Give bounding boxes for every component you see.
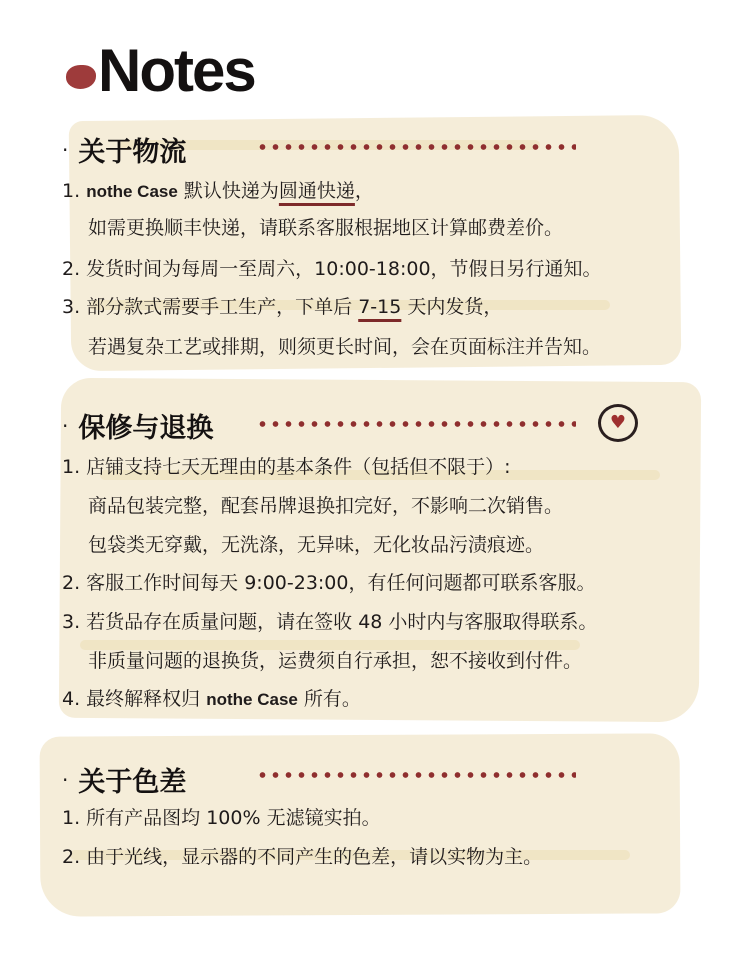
color-item-1: 1. 所有产品图均 100% 无滤镜实拍。 bbox=[62, 807, 381, 829]
logistics-item-2: 2. 发货时间为每周一至周六，10:00-18:00，节假日另行通知。 bbox=[62, 258, 602, 280]
brand-name: nothe Case bbox=[206, 690, 298, 709]
bullet-icon: · bbox=[62, 413, 69, 438]
warranty-item-1: 1. 店铺支持七天无理由的基本条件（包括但不限于）: bbox=[62, 456, 511, 478]
section-heading-color bbox=[62, 760, 186, 799]
brand-name: nothe Case bbox=[86, 182, 178, 201]
logistics-item-1-cont: 如需更换顺丰快递，请联系客服根据地区计算邮费差价。 bbox=[88, 217, 564, 239]
section-heading-logistics bbox=[62, 130, 186, 169]
logistics-item-1: 1. nothe Case 默认快递为圆通快递， bbox=[62, 180, 374, 202]
logistics-item-3: 3. 部分款式需要手工生产，下单后 7-15 天内发货， bbox=[62, 296, 503, 318]
heading-logistics: 关于物流 bbox=[78, 137, 187, 168]
logistics-item-3-cont: 若遇复杂工艺或排期，则须更长时间，会在页面标注并告知。 bbox=[88, 336, 602, 358]
dotted-divider bbox=[256, 772, 576, 778]
courier-highlight: 圆通快递 bbox=[278, 180, 355, 202]
dotted-divider bbox=[256, 144, 576, 150]
dotted-divider bbox=[256, 421, 576, 427]
warranty-item-2: 2. 客服工作时间每天 9:00-23:00，有任何问题都可联系客服。 bbox=[62, 572, 596, 594]
color-item-2: 2. 由于光线，显示器的不同产生的色差，请以实物为主。 bbox=[62, 846, 543, 868]
days-highlight: 7-15 bbox=[358, 296, 402, 318]
warranty-item-4: 4. 最终解释权归 nothe Case 所有。 bbox=[62, 688, 361, 710]
warranty-item-1-cont-1: 商品包装完整，配套吊牌退换扣完好，不影响二次销售。 bbox=[88, 495, 564, 517]
page-title: Notes bbox=[98, 37, 255, 104]
heart-icon: ♥ bbox=[609, 412, 627, 433]
title-dot-icon bbox=[66, 65, 96, 89]
bullet-icon: · bbox=[62, 767, 69, 792]
warranty-item-3-cont: 非质量问题的退换货，运费须自行承担，恕不接收到付件。 bbox=[88, 650, 583, 672]
page-title-group bbox=[66, 36, 255, 105]
heart-badge bbox=[598, 404, 638, 442]
warranty-item-1-cont-2: 包袋类无穿戴，无洗涤，无异味，无化妆品污渍痕迹。 bbox=[88, 534, 545, 556]
section-heading-warranty bbox=[62, 406, 213, 445]
heading-color: 关于色差 bbox=[78, 767, 187, 798]
bullet-icon: · bbox=[62, 137, 69, 162]
heading-warranty: 保修与退换 bbox=[78, 413, 214, 444]
warranty-item-3: 3. 若货品存在质量问题，请在签收 48 小时内与客服取得联系。 bbox=[62, 611, 598, 633]
